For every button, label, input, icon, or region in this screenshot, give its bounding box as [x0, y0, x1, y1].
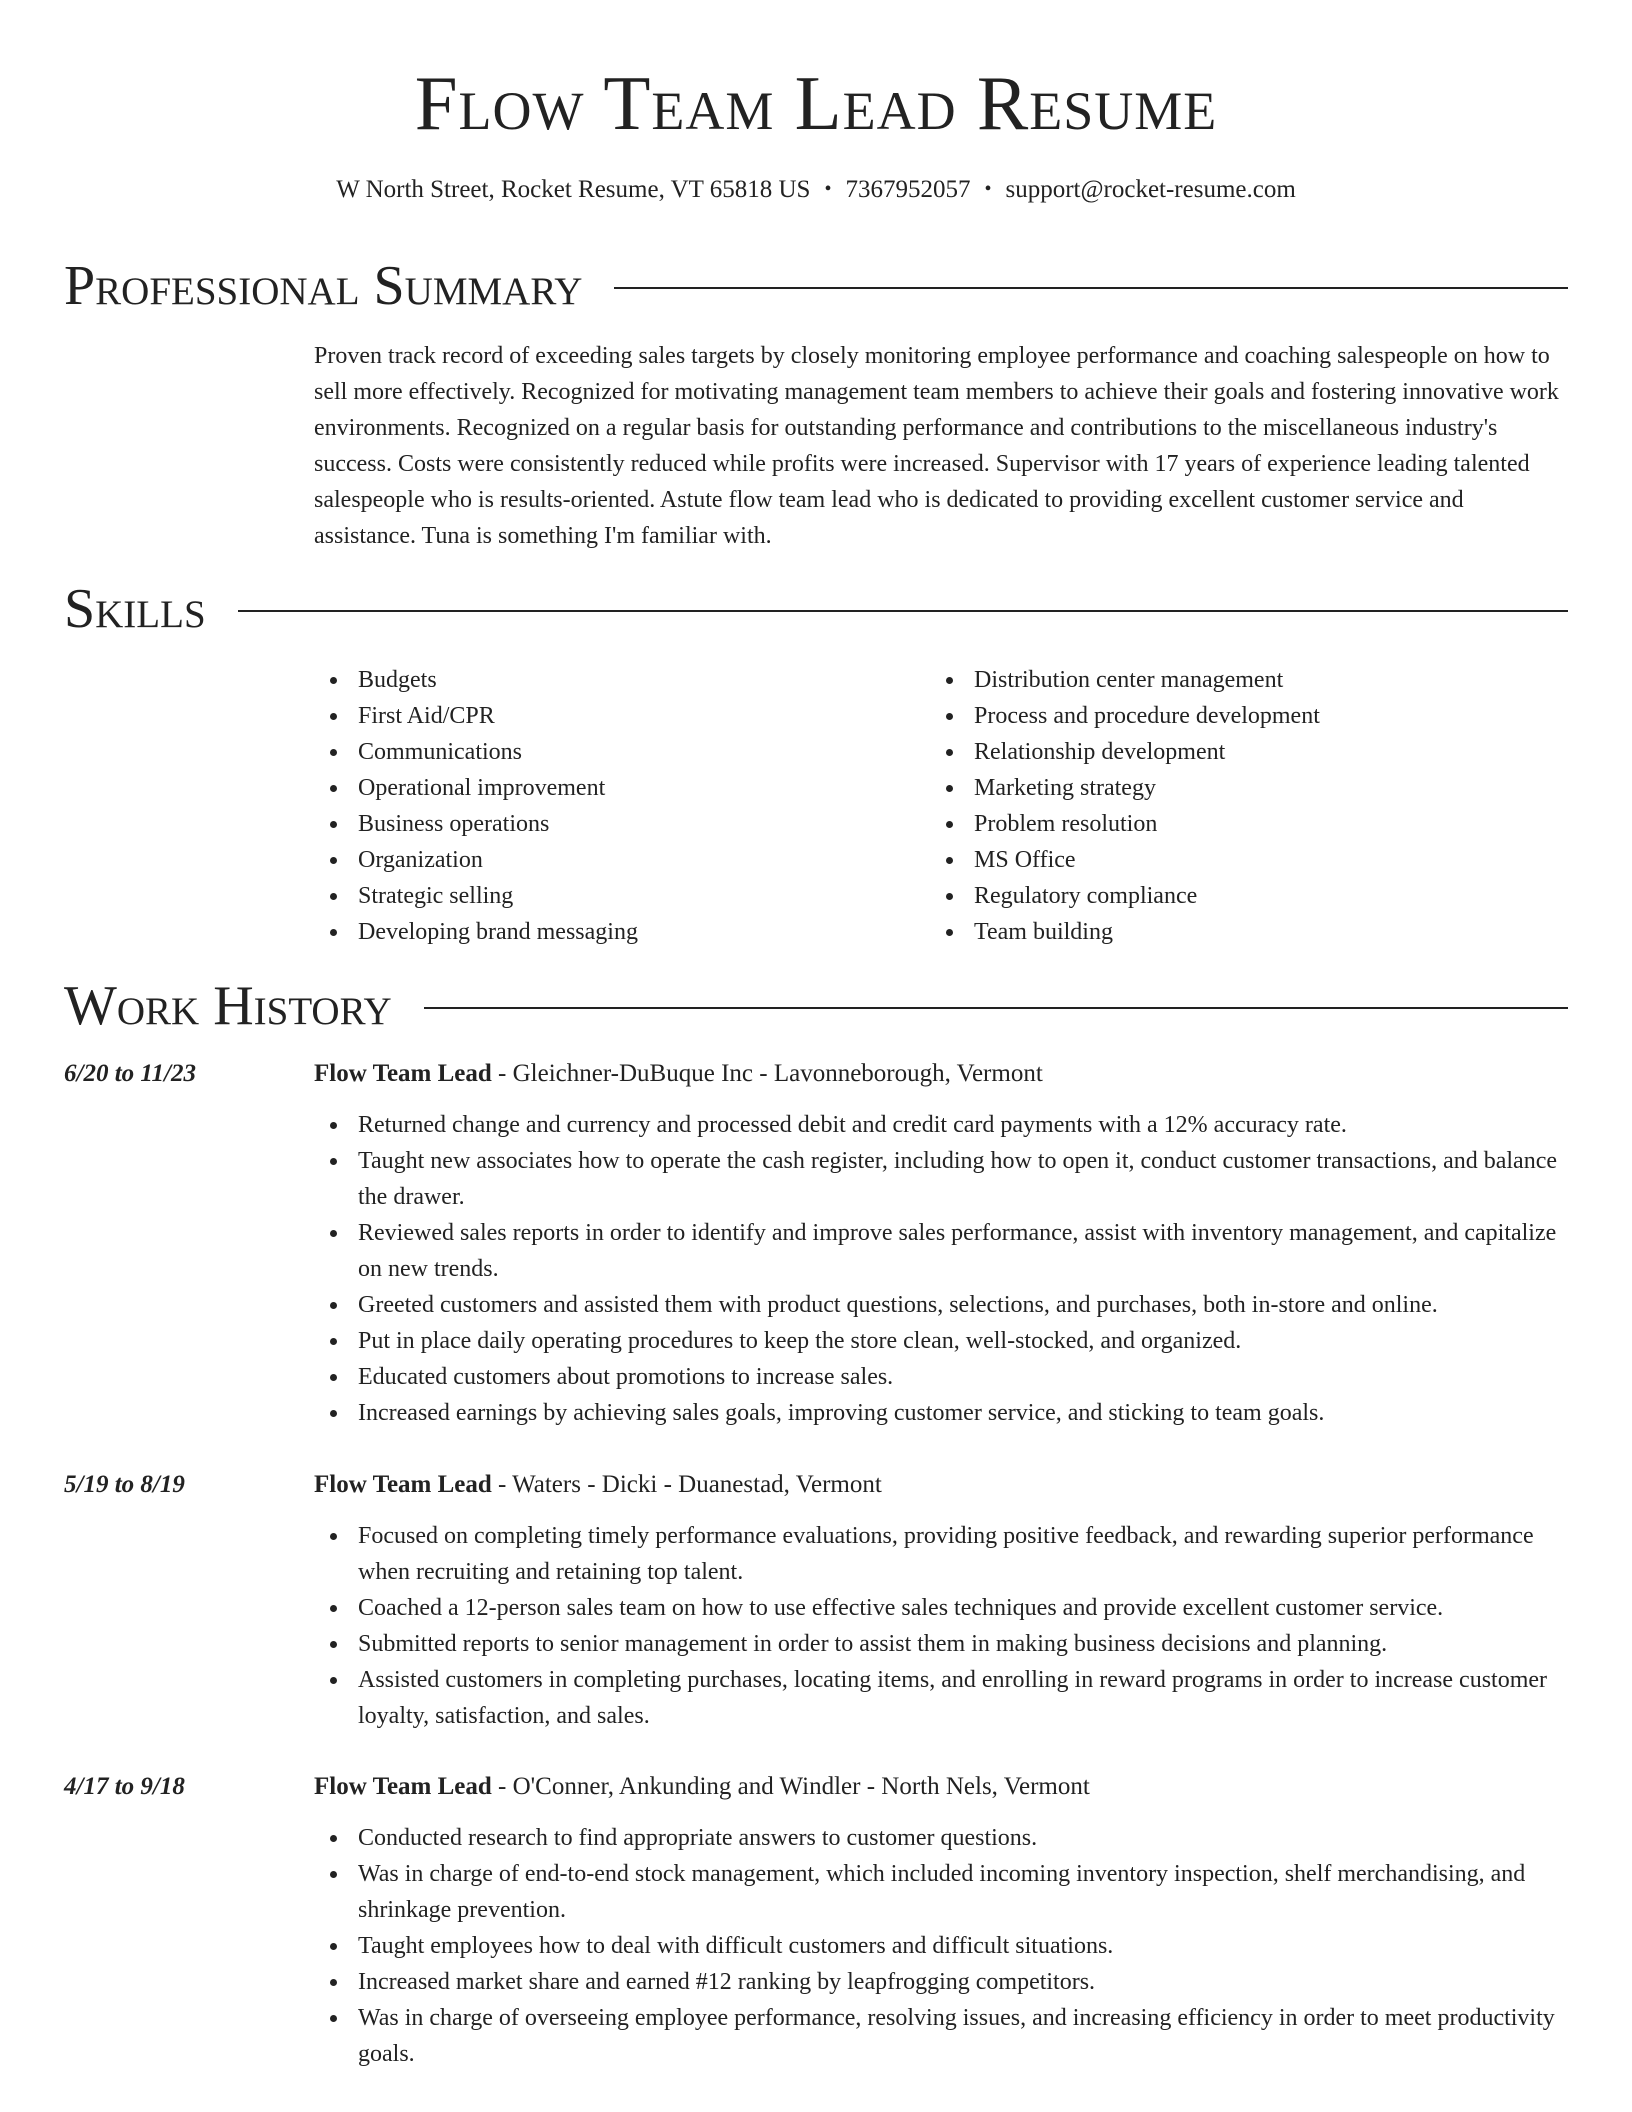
job-title: Flow Team Lead — [314, 1471, 492, 1498]
job-dates: 5/19 to 8/19 — [64, 1471, 185, 1498]
skill-item: Relationship development — [974, 734, 1546, 770]
contact-phone: 7367952057 — [845, 176, 971, 203]
work-section-header — [64, 974, 1568, 1038]
job-heading — [314, 1057, 1043, 1091]
job-bullet: Returned change and currency and processed debit and credit card payments with a 12% accuracy rate. — [358, 1107, 1568, 1143]
section-divider — [424, 1007, 1568, 1009]
skill-item: Regulatory compliance — [974, 878, 1546, 914]
summary-section-header — [64, 254, 1568, 318]
job-employer: - Waters - Dicki - Duanestad, Vermont — [491, 1471, 882, 1498]
job-title: Flow Team Lead — [314, 1773, 492, 1800]
skills-section-header — [64, 577, 1568, 641]
skill-item: Strategic selling — [358, 878, 930, 914]
skill-item: Organization — [358, 842, 930, 878]
summary-section-title: Professional Summary — [64, 255, 583, 317]
job-bullet: Greeted customers and assisted them with product questions, selections, and purchases, both in-store and online. — [358, 1287, 1568, 1323]
skills-list — [314, 662, 1568, 950]
job-employer: - Gleichner-DuBuque Inc - Lavonneborough, Vermont — [491, 1060, 1043, 1087]
skill-item: Problem resolution — [974, 806, 1546, 842]
job-bullet: Reviewed sales reports in order to identify and improve sales performance, assist with inventory management, and capitalize on new trends. — [358, 1215, 1568, 1287]
job-bullet: Submitted reports to senior management in order to assist them in making business decisions and planning. — [358, 1626, 1568, 1662]
skills-column-right — [930, 662, 1546, 950]
skill-item: Communications — [358, 734, 930, 770]
work-section-title: Work History — [64, 975, 392, 1037]
job-bullets — [64, 1518, 1568, 1734]
summary-text: Proven track record of exceeding sales targets by closely monitoring employee performance and coaching salespeople on how to sell more effectively. Recognized for motivating management team members to achieve their goals and fostering innovative work environments. Recognized on a regular basis for outstanding performance and contributions to the miscellaneous industry's success. Costs were consistently reduced while profits were increased. Supervisor with 17 years of experience leading talented salespeople who is results-oriented. Astute flow team lead who is dedicated to providing excellent customer service and assistance. Tuna is something I'm familiar with. — [314, 343, 1559, 549]
skill-item: Developing brand messaging — [358, 914, 930, 950]
job-header — [64, 1770, 1568, 1804]
skill-item: Distribution center management — [974, 662, 1546, 698]
section-divider — [614, 287, 1568, 289]
skills-section-title: Skills — [64, 578, 206, 640]
job-bullet: Coached a 12-person sales team on how to use effective sales techniques and provide excellent customer service. — [358, 1590, 1568, 1626]
skill-item: Team building — [974, 914, 1546, 950]
job-bullets — [64, 1820, 1568, 2072]
job-bullet: Taught new associates how to operate the cash register, including how to open it, conduct customer transactions, and balance the drawer. — [358, 1143, 1568, 1215]
job-bullets — [64, 1107, 1568, 1431]
section-divider — [238, 610, 1568, 612]
job-heading — [314, 1468, 882, 1502]
job-header — [64, 1057, 1568, 1091]
skill-item: Operational improvement — [358, 770, 930, 806]
contact-line — [0, 174, 1632, 207]
job-entry — [64, 1770, 1568, 2072]
contact-separator: • — [984, 178, 992, 200]
job-bullet: Focused on completing timely performance evaluations, providing positive feedback, and rewarding superior performance when recruiting and retaining top talent. — [358, 1518, 1568, 1590]
skill-item: Marketing strategy — [974, 770, 1546, 806]
job-dates: 4/17 to 9/18 — [64, 1773, 185, 1800]
job-bullet: Increased earnings by achieving sales goals, improving customer service, and sticking to team goals. — [358, 1395, 1568, 1431]
job-employer: - O'Conner, Ankunding and Windler - North Nels, Vermont — [491, 1773, 1090, 1800]
skill-item: Process and procedure development — [974, 698, 1546, 734]
job-title: Flow Team Lead — [314, 1060, 492, 1087]
skill-item: MS Office — [974, 842, 1546, 878]
job-bullet: Was in charge of end-to-end stock management, which included incoming inventory inspection, shelf merchandising, and shrinkage prevention. — [358, 1856, 1568, 1928]
resume-name: Flow Team Lead Resume — [414, 60, 1218, 146]
contact-email: support@rocket-resume.com — [1005, 176, 1296, 203]
job-bullet: Educated customers about promotions to increase sales. — [358, 1359, 1568, 1395]
job-bullet: Assisted customers in completing purchases, locating items, and enrolling in reward programs in order to increase customer loyalty, satisfaction, and sales. — [358, 1662, 1568, 1734]
job-bullet: Conducted research to find appropriate answers to customer questions. — [358, 1820, 1568, 1856]
job-entry — [64, 1057, 1568, 1431]
skills-column-left — [314, 662, 930, 950]
job-entry — [64, 1468, 1568, 1734]
job-header — [64, 1468, 1568, 1502]
skill-item: Budgets — [358, 662, 930, 698]
contact-separator: • — [824, 178, 832, 200]
skill-item: First Aid/CPR — [358, 698, 930, 734]
skill-item: Business operations — [358, 806, 930, 842]
job-bullet: Taught employees how to deal with difficult customers and difficult situations. — [358, 1928, 1568, 1964]
job-bullet: Was in charge of overseeing employee performance, resolving issues, and increasing efficiency in order to meet productivity goals. — [358, 2000, 1568, 2072]
job-dates: 6/20 to 11/23 — [64, 1060, 196, 1087]
job-bullet: Put in place daily operating procedures to keep the store clean, well-stocked, and organized. — [358, 1323, 1568, 1359]
contact-address: W North Street, Rocket Resume, VT 65818 US — [336, 176, 811, 203]
job-heading — [314, 1770, 1090, 1804]
job-bullet: Increased market share and earned #12 ranking by leapfrogging competitors. — [358, 1964, 1568, 2000]
